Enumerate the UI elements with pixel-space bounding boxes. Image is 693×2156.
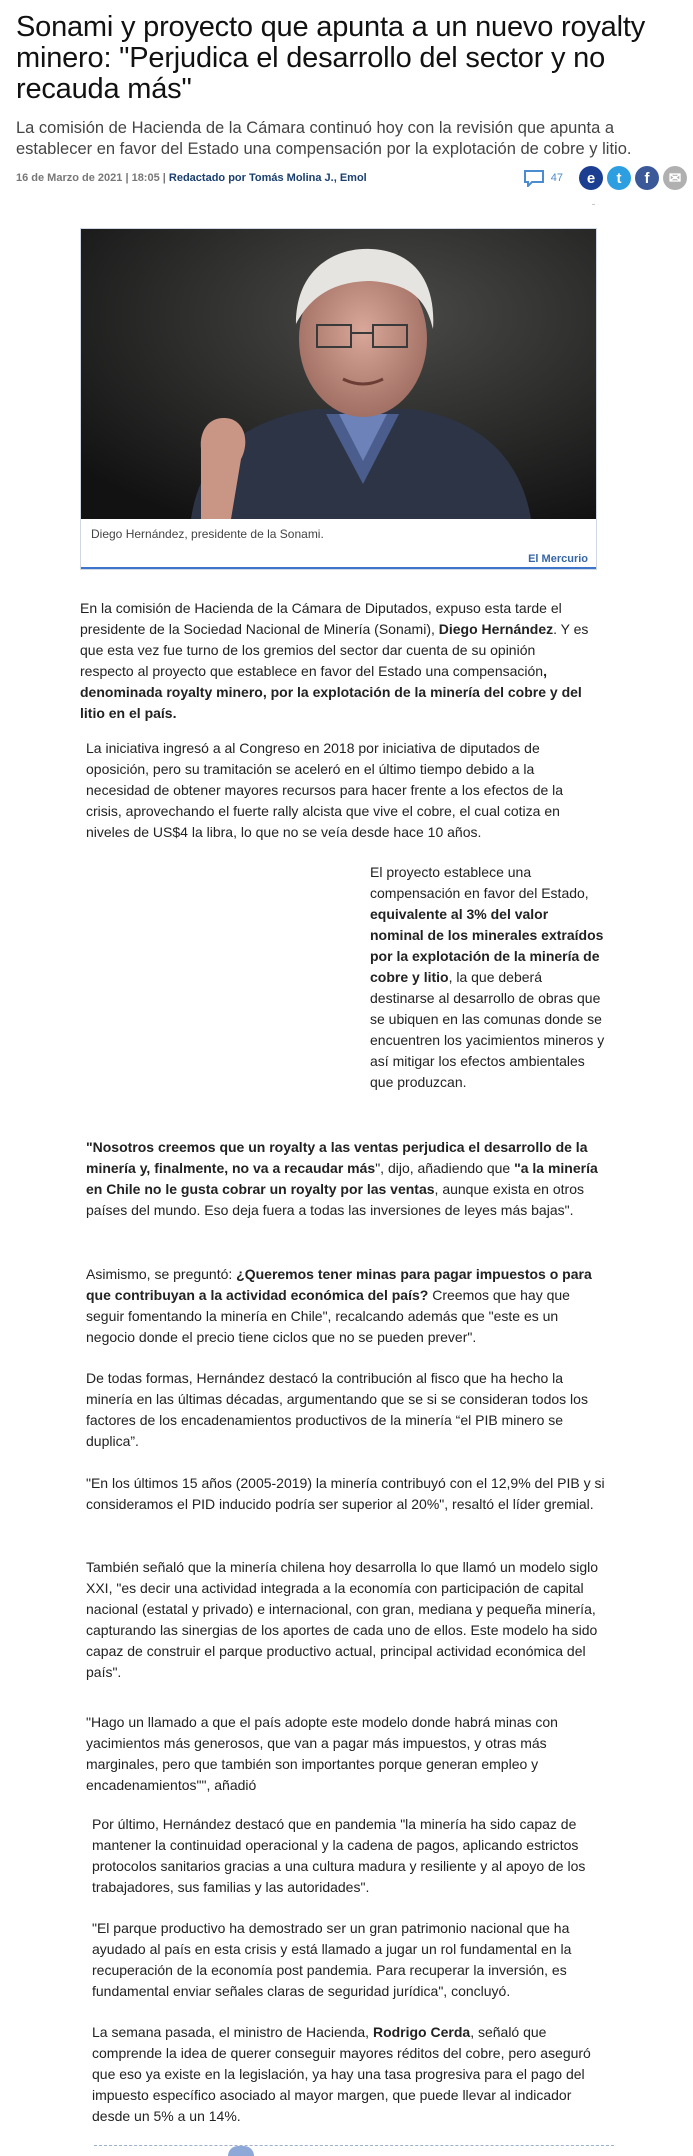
emol-share-icon[interactable]: e <box>579 166 603 190</box>
paragraph: "Hago un llamado a que el país adopte este modelo donde habrá minas con yacimientos más generosos, que van a pagar más impuestos, y otras más marginales, pero que también son importantes porque generan empleo y encadenamientos"", añadió <box>86 1714 558 1793</box>
paragraph-bold: "a la minería en Chile no le gusta cobrar un royalty por las ventas <box>86 1160 598 1197</box>
paragraph: También señaló que la minería chilena hoy desarrolla lo que llamó un modelo siglo XXI, "es decir una actividad integrada a la economía con participación de capital nacional (estatal y privado) e internacional, con gran, mediana y pequeña minería, capturando las sinergias de los aportes de cada uno de ellos. Este modelo ha sido capaz de construir el parque productivo actual, principal actividad económica del país". <box>86 1559 599 1680</box>
paragraph-text: Asimismo, se preguntó: <box>86 1266 237 1282</box>
paragraph: "En los últimos 15 años (2005-2019) la minería contribuyó con el 12,9% del PIB y si consideramos el PID inducido podría ser superior al 20%", resaltó el líder gremial. <box>86 1475 605 1512</box>
photo-credit: El Mercurio <box>528 553 588 565</box>
paragraph: De todas formas, Hernández destacó la contribución al fisco que ha hecho la minería en las últimas décadas, argumentando que se si se consideran todos los factores de los encadenamientos productivos de la minería “el PIB minero se duplica”. <box>86 1370 588 1449</box>
paragraph-text: . Y es que esta vez fue turno de los gremios del sector dar cuenta de su opinión respecto al proyecto que establece en favor del Estado una compensación <box>80 621 589 679</box>
article-headline: Sonami y proyecto que apunta a un nuevo royalty minero: "Perjudica el desarrollo del sector y no recauda más" <box>16 11 646 105</box>
paragraph-text: , señaló que comprende la idea de querer conseguir mayores réditos del cobre, pero aseguró que eso ya existe en la legislación, ya hay una tasa progresiva para el pago del impuesto específico asociado al mayor margen, que puede llevar al indicador desde un 5% a un 14%. <box>92 2024 591 2124</box>
paragraph-text: En la comisión de Hacienda de la Cámara de Diputados, expuso esta tarde el presidente de la Sociedad Nacional de Minería (Sonami), <box>80 600 562 637</box>
paragraph: "El parque productivo ha demostrado ser un gran patrimonio nacional que ha ayudado al país en esta crisis y está llamado a jugar un rol fundamental en la recuperación de la economía post pandemia. Para recuperar la inversión, es fundamental enviar señales claras de seguridad jurídica", concluyó. <box>92 1920 572 1999</box>
paragraph-bold: , denominada royalty minero, por la explotación de la minería del cobre y del litio en el país. <box>80 663 582 721</box>
mail-share-icon[interactable]: ✉ <box>663 166 687 190</box>
twitter-share-icon[interactable]: t <box>607 166 631 190</box>
figure-border <box>81 567 596 569</box>
paragraph-bold: Diego Hernández <box>438 621 554 637</box>
article-author[interactable]: Redactado por Tomás Molina J., Emol <box>168 172 367 184</box>
article-photo[interactable] <box>81 229 596 519</box>
related-box-border <box>94 2145 614 2146</box>
paragraph-bold: equivalente al 3% del valor nominal de los minerales extraídos por la explotación de la minería de cobre y litio <box>370 906 604 985</box>
paragraph: Por último, Hernández destacó que en pandemia "la minería ha sido capaz de mantener la continuidad operacional y la cadena de pagos, aplicando estrictos protocolos sanitarios gracias a una cultura madura y resiliente y al apoyo de los trabajadores, sus familias y las autoridades". <box>92 1816 586 1895</box>
paragraph-text: , aunque exista en otros países del mundo. Eso deja fuera a todas las inversiones de leyes más bajas". <box>86 1181 584 1218</box>
article-figure <box>80 228 597 570</box>
paragraph <box>92 2022 607 2127</box>
paragraph <box>80 598 590 724</box>
comment-count[interactable]: 47 <box>550 172 563 184</box>
share-bar <box>523 166 687 190</box>
article-summary: La comisión de Hacienda de la Cámara continuó hoy con la revisión que apunta a establecer en favor del Estado una compensación por la explotación de cobre y litio. <box>16 119 632 158</box>
paragraph-bold: Rodrigo Cerda <box>372 2024 471 2040</box>
paragraph: La iniciativa ingresó a al Congreso en 2018 por iniciativa de diputados de oposición, pero su tramitación se aceleró en el último tiempo debido a la necesidad de obtener mayores recursos para hacer frente a los efectos de la crisis, aprovechando el fuerte rally alcista que vive el cobre, el cual cotiza en niveles de US$4 la libra, lo que no se veía desde hace 10 años. <box>86 740 564 840</box>
paragraph-text: , la que deberá destinarse al desarrollo de obras que se ubiquen en las comunas donde se encuentren los yacimientos mineros y así mitigar los efectos ambientales que produzcan. <box>370 969 605 1090</box>
paragraph-text: El proyecto establece una compensación en favor del Estado, <box>370 864 589 901</box>
paragraph <box>370 862 605 1093</box>
paragraph <box>86 1264 606 1348</box>
paragraph-bold: ¿Queremos tener minas para pagar impuestos o para que contribuyan a la actividad económica del país? <box>86 1266 592 1303</box>
facebook-share-icon[interactable]: f <box>635 166 659 190</box>
paragraph <box>86 1137 606 1221</box>
article-date: 16 de Marzo de 2021 | 18:05 | <box>16 172 166 184</box>
paragraph-bold: "Nosotros creemos que un royalty a las ventas perjudica el desarrollo de la minería y, finalmente, no va a recaudar más <box>86 1139 588 1176</box>
article-meta <box>16 172 367 184</box>
photo-caption: Diego Hernández, presidente de la Sonami. <box>91 527 324 541</box>
divider <box>592 204 595 205</box>
related-box-tab[interactable] <box>228 2146 254 2156</box>
paragraph-text: ", dijo, añadiendo que <box>375 1160 515 1176</box>
comments-icon[interactable] <box>523 169 545 187</box>
paragraph-text: Creemos que hay que seguir fomentando la minería en Chile", recalcando además que "este es un negocio donde el precio tiene ciclos que no se pueden prever". <box>86 1287 570 1345</box>
paragraph-text: La semana pasada, el ministro de Hacienda, <box>92 2024 373 2040</box>
